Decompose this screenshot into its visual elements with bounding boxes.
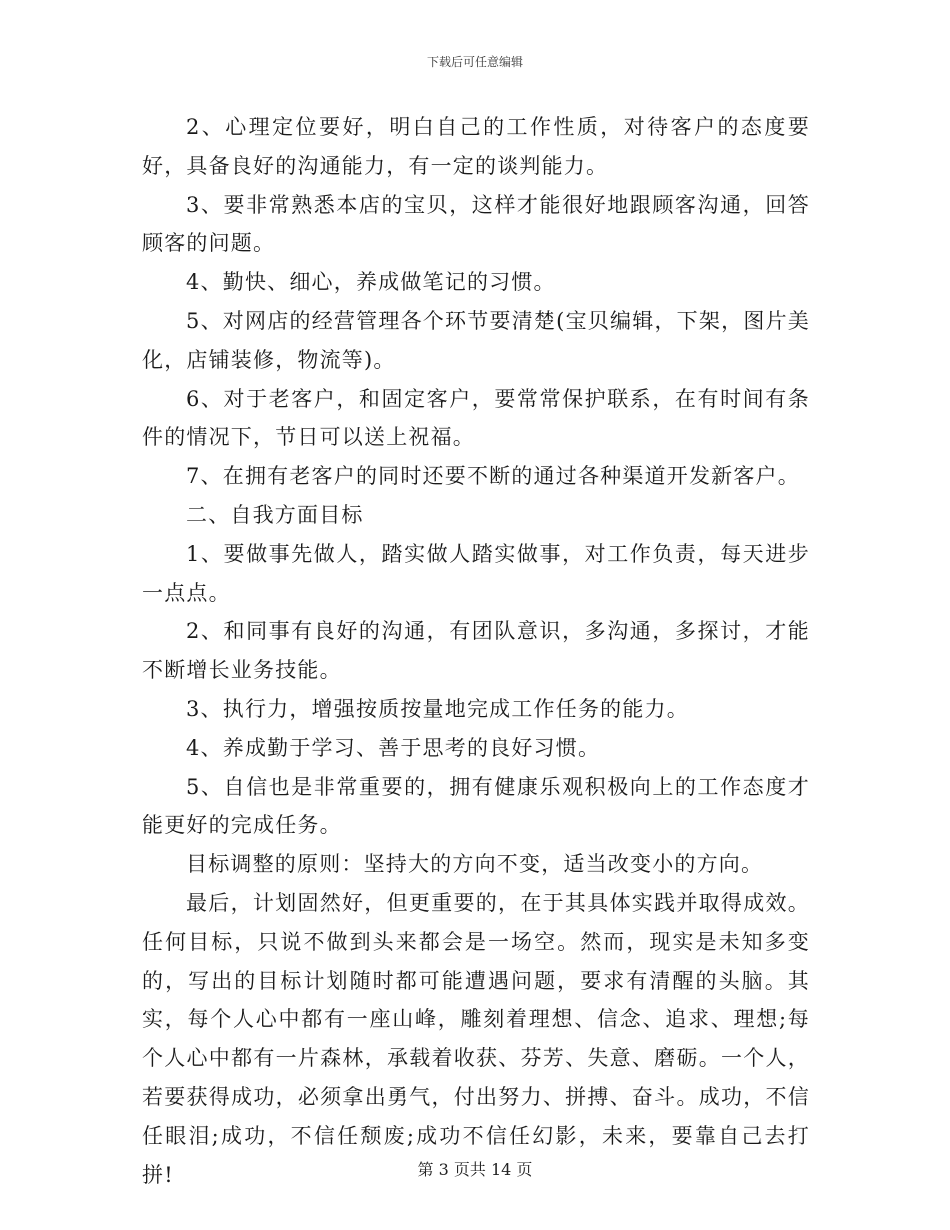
page-number: 第 3 页共 14 页 xyxy=(417,1160,533,1179)
paragraph: 4、养成勤于学习、善于思考的良好习惯。 xyxy=(186,735,601,760)
paragraph: 3、要非常熟悉本店的宝贝，这样才能很好地跟顾客沟通，回答顾客的问题。 xyxy=(142,192,810,256)
page-header: 下载后可任意编辑 xyxy=(426,55,523,69)
section-heading: 二、自我方面目标 xyxy=(186,502,364,527)
paragraph: 6、对于老客户，和固定客户，要常常保护联系，在有时间有条件的情况下，节日可以送上祝福。 xyxy=(142,386,810,450)
paragraph: 目标调整的原则：坚持大的方向不变，适当改变小的方向。 xyxy=(186,852,764,877)
paragraph: 2、心理定位要好，明白自己的工作性质，对待客户的态度要好，具备良好的沟通能力，有一定的谈判能力。 xyxy=(142,115,810,178)
paragraph: 4、勤快、细心，养成做笔记的习惯。 xyxy=(186,270,556,295)
paragraph: 5、对网店的经营管理各个环节要清楚(宝贝编辑，下架，图片美化，店铺装修，物流等)。 xyxy=(142,308,810,372)
paragraph: 5、自信也是非常重要的，拥有健康乐观积极向上的工作态度才能更好的完成任务。 xyxy=(142,774,810,838)
paragraph: 2、和同事有良好的沟通，有团队意识，多沟通，多探讨，才能不断增长业务技能。 xyxy=(142,619,810,683)
paragraph: 最后，计划固然好，但更重要的，在于其具体实践并取得成效。任何目标，只说不做到头来都会是一场空。然而，现实是未知多变的，写出的目标计划随时都可能遭遇问题，要求有清醒的头脑。其实，每个人心中都有一座山峰，雕刻着理想、信念、追求、理想;每个人心中都有一片森林，承载着收获、芬芳、失意、磨砺。一个人，若要获得成功，必须拿出勇气，付出努力、拼搏、奋斗。成功，不信任眼泪;成功，不信任颓废;成功不信任幻影，未来，要靠自己去打拼! xyxy=(142,890,810,1187)
document-body xyxy=(142,108,810,1194)
paragraph: 3、执行力，增强按质按量地完成工作任务的能力。 xyxy=(186,696,689,721)
paragraph: 7、在拥有老客户的同时还要不断的通过各种渠道开发新客户。 xyxy=(186,464,800,489)
paragraph: 1、要做事先做人，踏实做人踏实做事，对工作负责，每天进步一点点。 xyxy=(142,541,810,605)
